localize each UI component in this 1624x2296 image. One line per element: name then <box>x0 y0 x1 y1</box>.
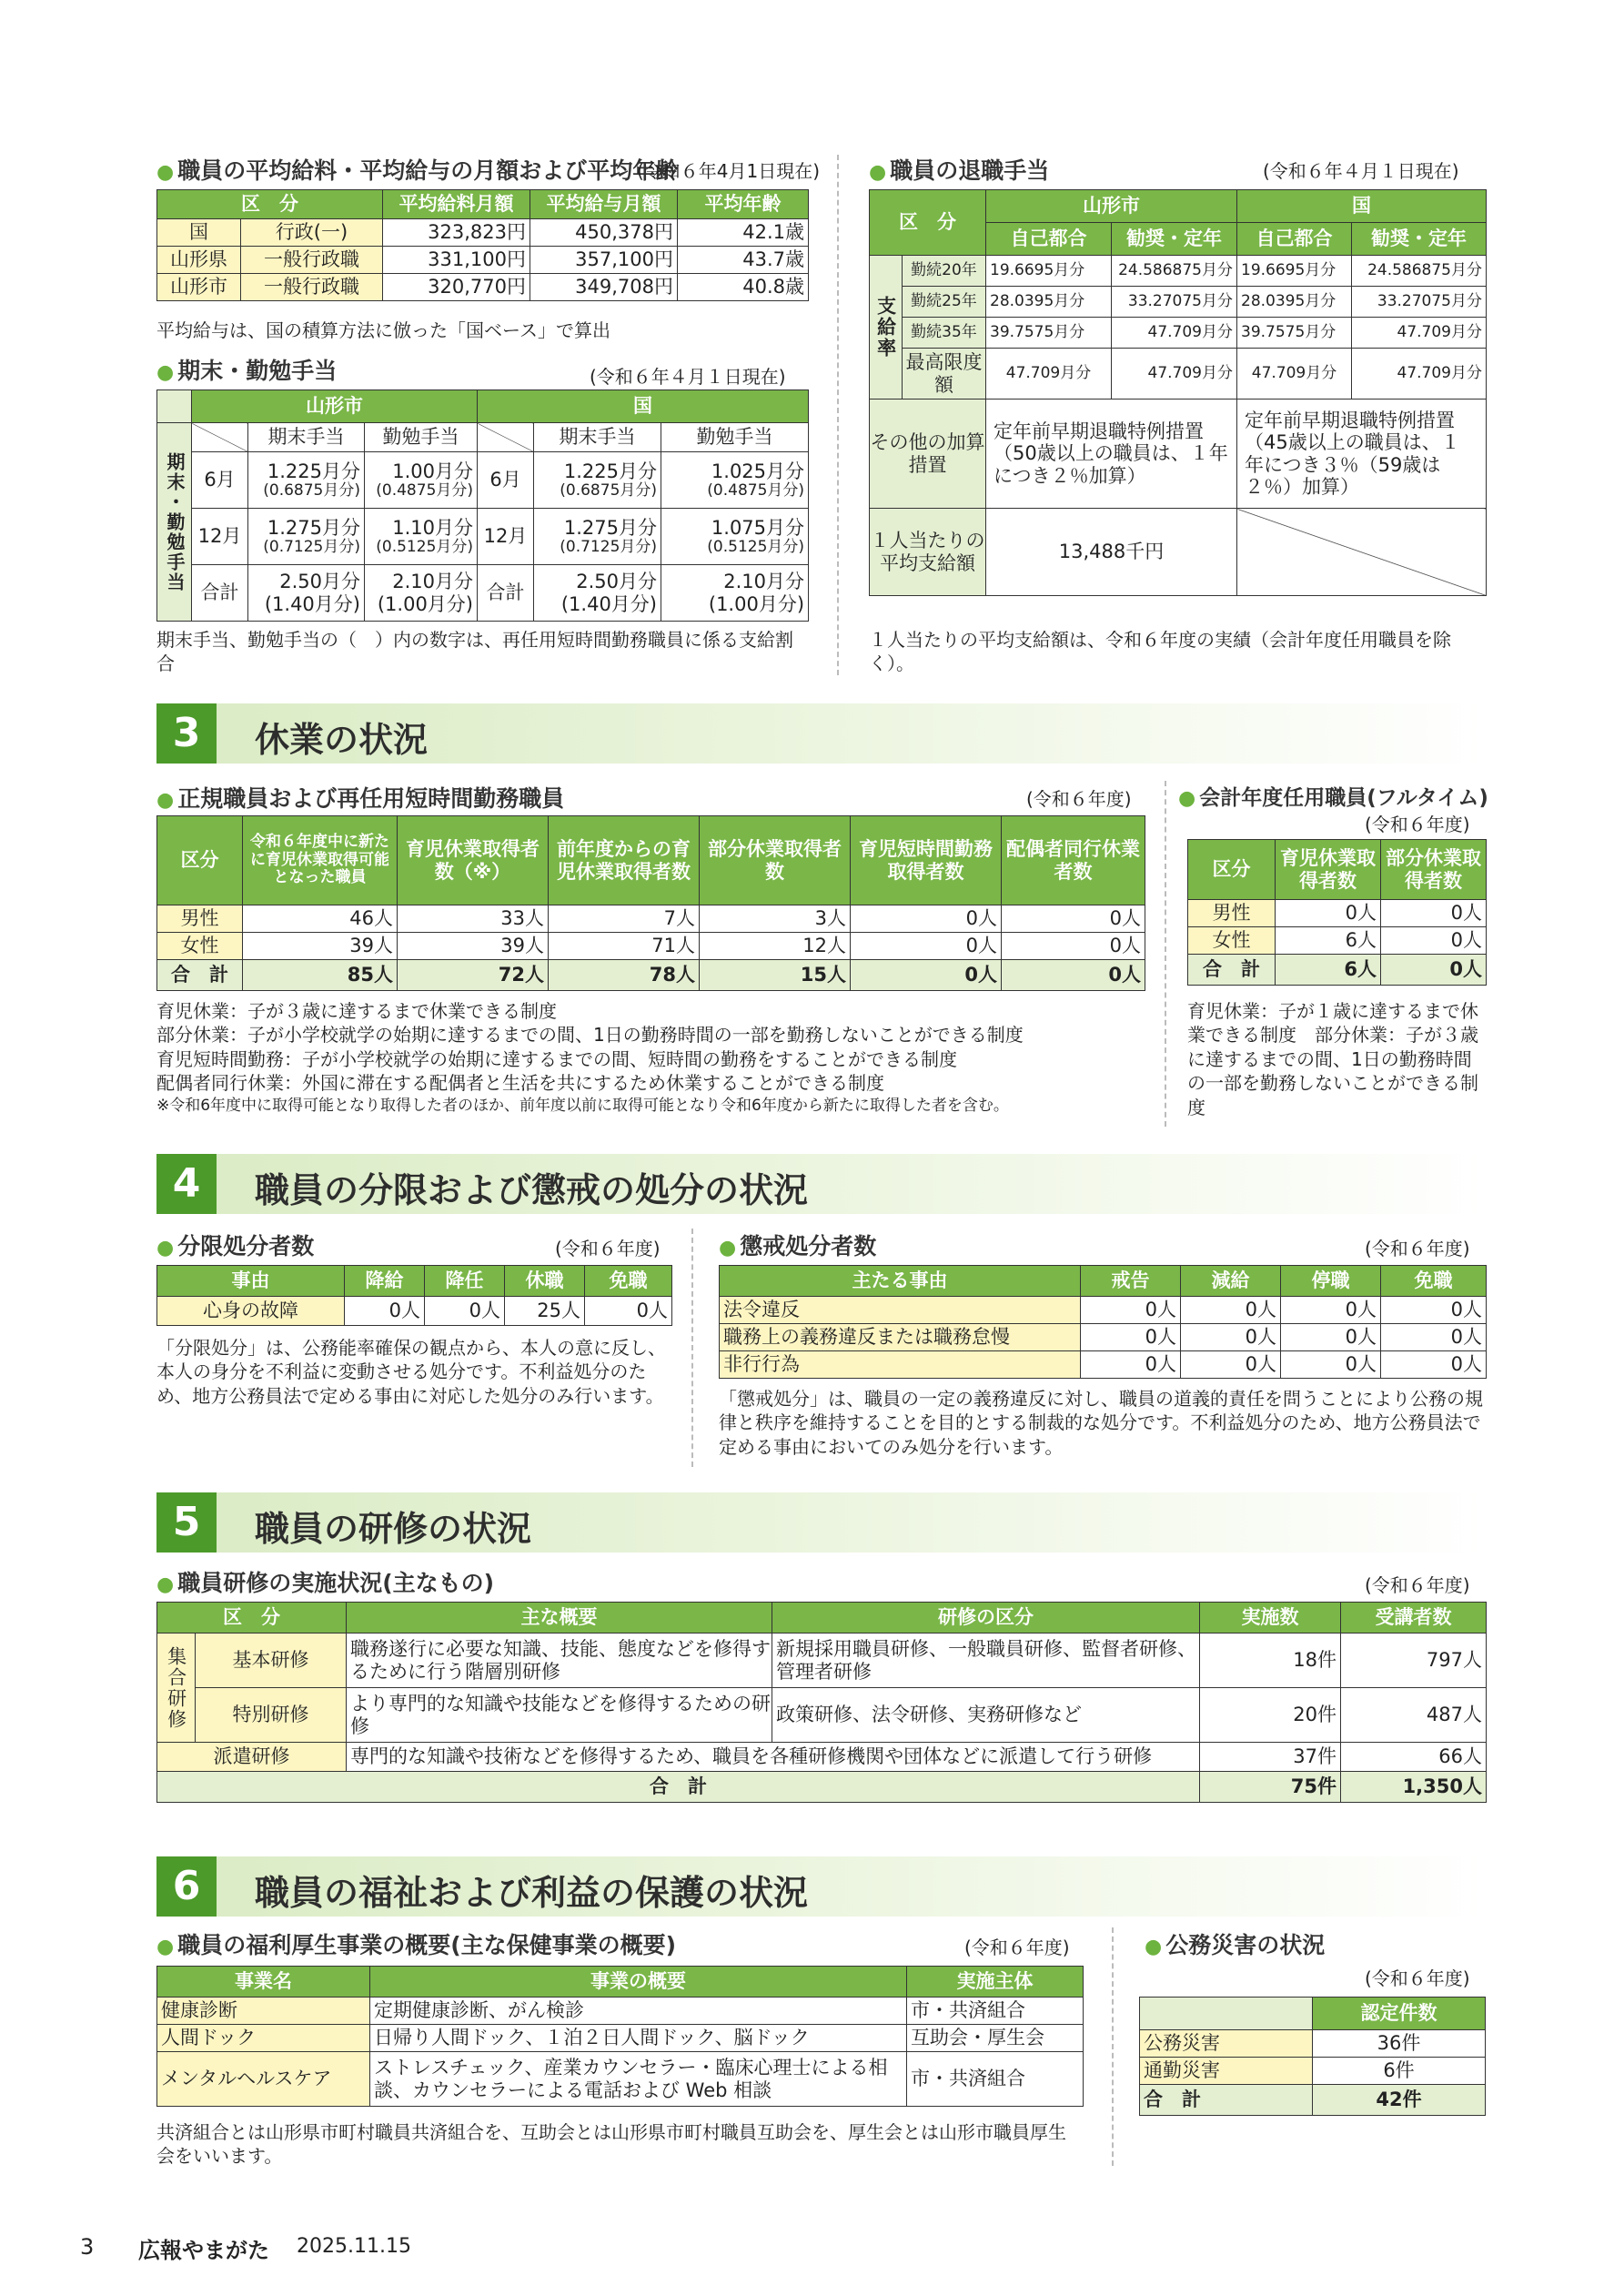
cell: 42.1歳 <box>678 219 809 247</box>
cell: 山形市 <box>157 274 241 301</box>
training-title: 職員研修の実施状況(主なもの) <box>177 1570 495 1596</box>
fiscal-title: 会計年度任用職員(フルタイム) <box>1199 786 1488 810</box>
leave-h: 配偶者同行休業者数 <box>1002 816 1145 905</box>
retire-avg-label: １人当たりの平均支給額 <box>870 509 986 596</box>
table-row: 支給率 勤続20年 19.6695月分 24.586875月分 19.6695月分 24.586875月分 <box>870 256 1487 287</box>
bunken-title: 分限処分者数 <box>177 1233 315 1259</box>
retire-heading: ● 職員の退職手当 <box>869 157 1050 184</box>
salary-heading: ● 職員の平均給料・平均給与の月額および平均年齢 <box>156 157 679 184</box>
table-row: 非行行為 0人 0人 0人 0人 <box>720 1351 1487 1379</box>
section-title: 休業の状況 <box>255 720 429 760</box>
table-row: 集合研修 基本研修 職務遂行に必要な知識、技能、態度などを修得するために行う階層別研修 新規採用職員研修、一般職員研修、監督者研修、管理者研修 18件 797人 <box>157 1633 1487 1688</box>
table-row <box>157 247 809 274</box>
table-row: 男性 0人 0人 <box>1188 900 1487 927</box>
retire-other-label: その他の加算措置 <box>870 400 986 509</box>
divider <box>837 155 839 675</box>
salary-h-kyuryo: 平均給料月額 <box>383 190 530 219</box>
cell: 6月 <box>478 452 534 509</box>
table-row: 合 計 42件 <box>1140 2085 1486 2116</box>
choukai-note: 「懲戒処分」は、職員の一定の義務違反に対し、職員の道義的責任を問うことにより公務の規律と秩序を維持することを目的とする制裁的な処分です。不利益処分のため、地方公務員法で定める事由においてのみ処分を行います。 <box>719 1388 1483 1458</box>
cell: 12月 <box>478 509 534 565</box>
bonus-note: 期末手当、勤勉手当の（ ）内の数字は、再任用短時間勤務職員に係る支給割合 <box>156 629 793 675</box>
bonus-asof: (令和６年４月１日現在) <box>590 366 786 388</box>
cell: 450,378円 <box>530 219 678 247</box>
salary-h-kubun: 区 分 <box>157 190 383 219</box>
choukai-title: 懲戒処分者数 <box>740 1233 877 1259</box>
cell: 一般行政職 <box>241 247 383 274</box>
table-row <box>157 274 809 301</box>
section-number: 5 <box>156 1492 217 1553</box>
cell: 合計 <box>192 565 248 622</box>
table-row: 6月 1.225月分 (0.6875月分) 1.00月分 (0.4875月分) 6月 1.225月分 (0.6875月分) 1.025月分 (0.4875月分) <box>157 452 809 509</box>
bunken-table: 事由 降給 降任 休職 免職 心身の故障 0人 0人 25人 0人 <box>156 1265 672 1326</box>
cell: 12月 <box>192 509 248 565</box>
table-row: 心身の故障 0人 0人 25人 0人 <box>157 1297 672 1326</box>
bunken-heading: ● 分限処分者数 <box>156 1233 315 1259</box>
bunken-note: 「分限処分」は、公務能率確保の観点から、本人の意に反し、本人の身分を不利益に変動させる処分です。不利益処分のため、地方公務員法で定める事由に対応した処分のみ行います。 <box>156 1337 666 1407</box>
welfare-note: 共済組合とは山形県市町村職員共済組合を、互助会とは山形県市町村職員互助会を、厚生会とは山形市職員厚生会をいいます。 <box>156 2121 1066 2168</box>
salary-title: 職員の平均給料・平均給与の月額および平均年齢 <box>177 157 679 184</box>
leave-h: 育児休業取得者数（※） <box>398 816 549 905</box>
cell: 320,770円 <box>383 274 530 301</box>
table-row: 法令違反 0人 0人 0人 0人 <box>720 1297 1487 1324</box>
bonus-col-a: 期末手当 <box>248 423 365 452</box>
regular-title: 正規職員および再任用短時間勤務職員 <box>177 785 565 812</box>
retire-h-kubun: 区 分 <box>870 190 986 256</box>
section-title: 職員の研修の状況 <box>255 1509 532 1549</box>
page-number: 3 <box>80 2234 95 2260</box>
salary-note: 平均給与は、国の積算方法に倣った「国ベース」で算出 <box>156 319 610 341</box>
retire-other-city: 定年前早期退職特例措置（50歳以上の職員は、１年につき２％加算） <box>986 400 1237 509</box>
retire-sub: 勧奨・定年 <box>1352 223 1487 256</box>
cell: 40.8歳 <box>678 274 809 301</box>
table-row: 勤続25年 28.0395月分 33.27075月分 28.0395月分 33.27075月分 <box>870 287 1487 318</box>
choukai-table: 主たる事由 戒告 減給 停職 免職 法令違反 0人 0人 0人 0人 職務上の義務違反または職務怠慢 0人 0人 0人 0人 非行行為 0人 0人 0人 0人 <box>719 1265 1487 1379</box>
retire-sub: 自己都合 <box>986 223 1112 256</box>
issue-date: 2025.11.15 <box>297 2235 411 2258</box>
cell: 357,100円 <box>530 247 678 274</box>
accident-table: 認定件数 公務災害 36件 通勤災害 6件 合 計 42件 <box>1139 1997 1486 2116</box>
table-row: 特別研修 より専門的な知識や技能などを修得するための研修 政策研修、法令研修、実務研修など 20件 487人 <box>157 1688 1487 1743</box>
accident-heading: ● 公務災害の状況 <box>1145 1932 1326 1958</box>
training-group: 集合研修 <box>157 1633 196 1743</box>
cell: 行政(一) <box>241 219 383 247</box>
table-row: 最高限度額 47.709月分 47.709月分 47.709月分 47.709月分 <box>870 349 1487 400</box>
cell: 一般行政職 <box>241 274 383 301</box>
table-row: 健康診断 定期健康診断、がん検診 市・共済組合 <box>157 1998 1084 2025</box>
salary-asof: (令和６年4月1日現在) <box>637 160 821 182</box>
bonus-col-a: 期末手当 <box>534 423 661 452</box>
divider <box>691 1229 693 1467</box>
retire-sub: 自己都合 <box>1237 223 1352 256</box>
section-title: 職員の分限および懲戒の処分の状況 <box>255 1170 809 1210</box>
leave-h: 育児短時間勤務取得者数 <box>851 816 1002 905</box>
table-row <box>157 219 809 247</box>
table-row: 合 計 6人 0人 <box>1188 955 1487 986</box>
table-row <box>870 509 1487 596</box>
regular-asof: (令和６年度) <box>1026 788 1132 810</box>
divider <box>1112 1927 1114 2166</box>
table-row: 男性 46人 33人 7人 3人 0人 0人 <box>157 905 1145 933</box>
retire-table <box>869 189 1487 596</box>
cell: 331,100円 <box>383 247 530 274</box>
leave-h: 区分 <box>157 816 243 905</box>
table-row: 女性 6人 0人 <box>1188 927 1487 955</box>
leave-h: 令和６年度中に新たに育児休業取得可能となった職員 <box>243 816 398 905</box>
salary-table <box>156 189 809 301</box>
retire-other-nation: 定年前早期退職特例措置（45歳以上の職員は、１年につき３％（59歳は２％）加算） <box>1237 400 1487 509</box>
cell: 国 <box>157 219 241 247</box>
bonus-col-b: 勤勉手当 <box>661 423 809 452</box>
table-row: 合 計 75件 1,350人 <box>157 1772 1487 1803</box>
cell: 6月 <box>192 452 248 509</box>
table-row: 職務上の義務違反または職務怠慢 0人 0人 0人 0人 <box>720 1324 1487 1351</box>
section-number: 4 <box>156 1154 217 1214</box>
retire-avg-value: 13,488千円 <box>986 509 1237 596</box>
table-row: 勤続35年 39.7575月分 47.709月分 39.7575月分 47.709月分 <box>870 318 1487 349</box>
bonus-side-label: 期末・勤勉手当 <box>157 423 192 622</box>
training-heading: ● 職員研修の実施状況(主なもの) <box>156 1570 495 1596</box>
cell: 合計 <box>478 565 534 622</box>
retire-sub: 勧奨・定年 <box>1112 223 1237 256</box>
table-row: メンタルヘルスケア ストレスチェック、産業カウンセラー・臨床心理士による相談、カウンセラーによる電話および Web 相談 市・共済組合 <box>157 2052 1084 2107</box>
welfare-heading: ● 職員の福利厚生事業の概要(主な保健事業の概要) <box>156 1932 677 1958</box>
fiscal-table: 区分 育児休業取得者数 部分休業取得者数 男性 0人 0人 女性 6人 0人 合 計 6人 0人 <box>1187 839 1487 986</box>
choukai-heading: ● 懲戒処分者数 <box>719 1233 877 1259</box>
fiscal-heading: ● 会計年度任用職員(フルタイム) <box>1178 786 1488 810</box>
choukai-asof: (令和６年度) <box>1365 1238 1470 1259</box>
table-row: 人間ドック 日帰り人間ドック、１泊２日人間ドック、脳ドック 互助会・厚生会 <box>157 2025 1084 2052</box>
table-row: 12月 1.275月分 (0.7125月分) 1.10月分 (0.5125月分) 12月 1.275月分 (0.7125月分) 1.075月分 (0.5125月分) <box>157 509 809 565</box>
accident-asof: (令和６年度) <box>1365 1967 1470 1989</box>
cell: 山形県 <box>157 247 241 274</box>
bonus-heading: ● 期末・勤勉手当 <box>156 358 338 384</box>
cell: 323,823円 <box>383 219 530 247</box>
section-title: 職員の福祉および利益の保護の状況 <box>255 1873 809 1913</box>
retire-h-city: 山形市 <box>986 190 1237 223</box>
bunken-asof: (令和６年度) <box>555 1238 661 1259</box>
retire-asof: (令和６年４月１日現在) <box>1263 160 1459 182</box>
table-row: 公務災害 36件 <box>1140 2030 1486 2058</box>
table-row: 合 計 85人 72人 78人 15人 0人 0人 <box>157 960 1145 991</box>
bonus-title: 期末・勤勉手当 <box>177 358 338 384</box>
fiscal-note: 育児休業：子が１歳に達するまで休業できる制度 部分休業：子が３歳に達するまでの間、1日の勤務時間の一部を勤務しないことができる制度 <box>1187 1000 1478 1118</box>
cell: 43.7歳 <box>678 247 809 274</box>
table-row: 合計 2.50月分 (1.40月分) 2.10月分 (1.00月分) 合計 2.50月分 (1.40月分) 2.10月分 (1.00月分) <box>157 565 809 622</box>
bonus-h-nation: 国 <box>478 390 809 423</box>
regular-heading: ● 正規職員および再任用短時間勤務職員 <box>156 785 565 812</box>
leave-table <box>156 815 1145 991</box>
brand-logo: 広報やまがた <box>138 2237 269 2263</box>
table-row: 女性 39人 39人 71人 12人 0人 0人 <box>157 933 1145 960</box>
fiscal-asof: (令和６年度) <box>1365 814 1470 835</box>
retire-h-nation: 国 <box>1237 190 1487 223</box>
table-row: 通勤災害 6件 <box>1140 2058 1486 2085</box>
section-number: 3 <box>156 703 217 764</box>
bonus-h-city: 山形市 <box>192 390 478 423</box>
leave-notes: 育児休業：子が３歳に達するまで休業できる制度 部分休業：子が小学校就学の始期に達するまでの間、1日の勤務時間の一部を勤務しないことができる制度 育児短時間勤務：子が小学校就学の始期に達するまでの間、短時間の勤務をすることができる制度 配偶者同行休業：外国に滞在する配偶者と生活を共にするため休業することができる制度 ※令和6年度中に取得可能となり取得した者のほか、前年度以前に取得可能となり令和6年度から新たに取得した者を含む。 <box>156 1000 1024 1115</box>
training-asof: (令和６年度) <box>1365 1574 1470 1596</box>
table-row: 派遣研修 専門的な知識や技術などを修得するため、職員を各種研修機関や団体などに派遣して行う研修 37件 66人 <box>157 1743 1487 1772</box>
leave-h: 前年度からの育児休業取得者数 <box>549 816 700 905</box>
bonus-col-b: 勤勉手当 <box>365 423 478 452</box>
retire-title: 職員の退職手当 <box>890 157 1050 184</box>
leave-h: 部分休業取得者数 <box>700 816 851 905</box>
salary-h-age: 平均年齢 <box>678 190 809 219</box>
bonus-table <box>156 389 809 622</box>
retire-note: １人当たりの平均支給額は、令和６年度の実績（会計年度任用職員を除く）。 <box>869 629 1451 675</box>
section-number: 6 <box>156 1856 217 1917</box>
table-row <box>870 400 1487 509</box>
accident-title: 公務災害の状況 <box>1165 1932 1326 1958</box>
training-table: 区 分 主な概要 研修の区分 実施数 受講者数 集合研修 基本研修 職務遂行に必要な知識、技能、態度などを修得するために行う階層別研修 新規採用職員研修、一般職員研修、監督者研修、管理者研修 18件 797人 特別研修 より専門的な知識や技能などを修得するための研修 政策研修、法令研修、実務研修など 20件 487人 派遣研修 専門的な知識や技術などを修得するため、職員を各種研修機関や団体などに派遣して行う研修 37件 66人 合 計 75件 1,350人 <box>156 1602 1487 1803</box>
welfare-asof: (令和６年度) <box>964 1937 1070 1958</box>
cell: 349,708円 <box>530 274 678 301</box>
salary-h-kyuyo: 平均給与月額 <box>530 190 678 219</box>
welfare-title: 職員の福利厚生事業の概要(主な保健事業の概要) <box>177 1932 677 1958</box>
retire-side-label: 支給率 <box>870 256 903 400</box>
divider <box>1165 781 1166 1127</box>
welfare-table: 事業名 事業の概要 実施主体 健康診断 定期健康診断、がん検診 市・共済組合 人間ドック 日帰り人間ドック、１泊２日人間ドック、脳ドック 互助会・厚生会 メンタルヘルスケア ストレスチェック、産業カウンセラー・臨床心理士による相談、カウンセラーによる電話および Web 相談 市・共済組合 <box>156 1966 1084 2107</box>
